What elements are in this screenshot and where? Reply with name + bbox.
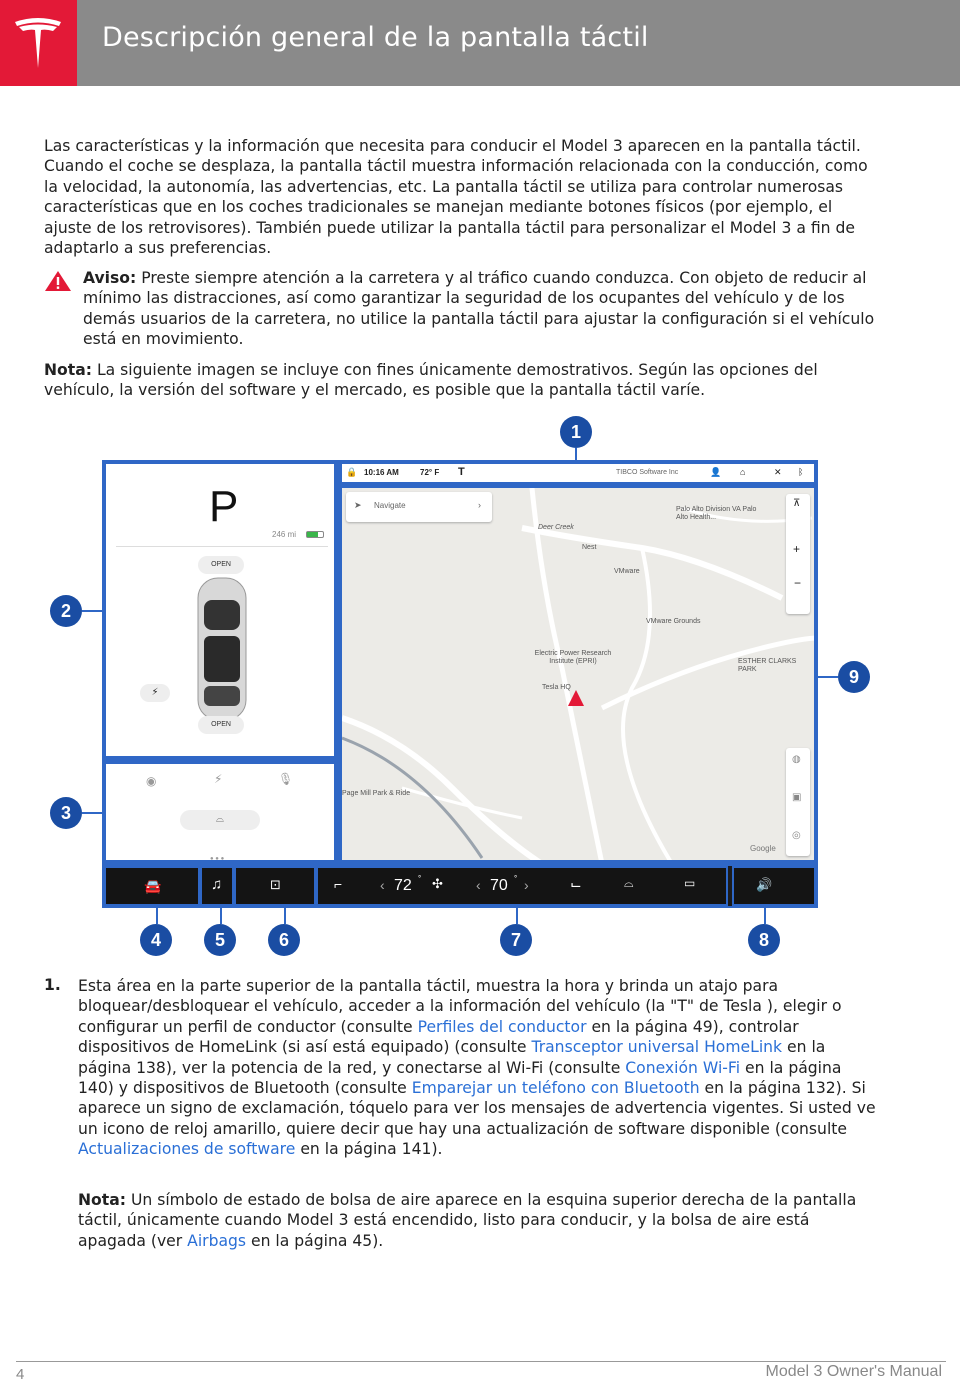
wiper-icon: ⌓ [216, 814, 224, 825]
lock-icon[interactable]: 🔒 [346, 467, 358, 477]
car-status-panel [104, 462, 336, 758]
volume-button[interactable] [732, 866, 816, 906]
range-readout: 246 mi [272, 530, 297, 539]
link-bluetooth[interactable]: Emparejar un teléfono con Bluetooth [411, 1079, 700, 1098]
map-label: Nest [582, 544, 597, 551]
touchscreen-figure [44, 412, 916, 960]
list-text: en la página 141). [295, 1140, 443, 1159]
footer-divider [16, 1361, 946, 1362]
list-text: Esta área en la parte superior de la pantalla táctil, muestra la hora y brinda un atajo para bloquear/desbloquear el vehículo, acceder a la información del vehículo (la "T" de Tesla ), elegir o configurar un perfil de conductor (consulte [78, 977, 842, 1036]
bluetooth-icon[interactable]: ᛒ [798, 467, 804, 477]
callout-line [818, 676, 838, 678]
callout-1: 1 [560, 416, 592, 448]
note-label: Nota: [44, 361, 92, 379]
camera-icon[interactable]: ◉ [146, 774, 157, 788]
warning-body: Preste siempre atención a la carretera y al tráfico cuando conduzca. Con objeto de reducir al mínimo las distracciones, así como garantizar la seguridad de los ocupantes del vehículo y de los demás usuarios de la carretera, no utilice la pantalla táctil para ajustar la configuración si el vehículo está en movimiento. [83, 269, 875, 349]
list-text: en la página 132). Si aparece un signo de exclamación, tóquelo para ver los mensajes de advertencia vigentes. Si usted ve un icono de reloj amarillo, quiere decir que hay una actualización de software disponible (consulte [78, 1079, 876, 1138]
link-driver-profiles[interactable]: Perfiles del conductor [417, 1017, 587, 1036]
callout-line [82, 812, 102, 814]
list-item-1 [78, 976, 878, 1160]
status-location: TIBCO Software Inc [616, 469, 679, 476]
link-software-updates[interactable]: Actualizaciones de software [78, 1140, 296, 1159]
wiper-button[interactable] [180, 810, 260, 830]
tesla-logo [0, 0, 77, 86]
callout-5: 5 [204, 924, 236, 956]
callout-2: 2 [50, 595, 82, 627]
map-layer-controls [786, 748, 810, 856]
callout-line [82, 610, 102, 612]
seat-heater-left-icon[interactable]: ⌐ [334, 876, 343, 892]
fan-icon[interactable]: ✣ [432, 876, 443, 891]
open-frunk-button[interactable]: OPEN [198, 556, 244, 574]
outside-temp: 72° F [420, 468, 440, 477]
degree-symbol: ° [514, 874, 518, 883]
page-dots: ● ● ● [210, 856, 225, 862]
climate-controls [316, 866, 728, 906]
quick-controls-panel [104, 762, 336, 862]
map-label: Palo Alto Division VA Palo Alto Health... [676, 506, 757, 521]
supercharger-icon[interactable]: ◎ [792, 830, 801, 841]
passenger-temp: 70 [490, 877, 508, 894]
page-header [0, 0, 960, 86]
car-icon: 🚘 [144, 878, 162, 894]
navigate-search[interactable] [346, 492, 492, 522]
divider [116, 546, 328, 547]
car-top-view-icon [192, 576, 252, 722]
zoom-in-icon[interactable]: + [793, 542, 801, 556]
callout-9: 9 [838, 661, 870, 693]
navigate-arrow-icon: ➤ [354, 500, 362, 510]
map-roads [342, 488, 816, 862]
lightning-icon: ⚡ [151, 687, 159, 698]
open-trunk-button[interactable]: OPEN [198, 716, 244, 734]
list-text: en la página 138), ver la potencia de la red, y conectarse al Wi-Fi (consulte [78, 1038, 826, 1077]
callout-8: 8 [748, 924, 780, 956]
zoom-out-icon[interactable]: − [794, 576, 802, 590]
compass-icon[interactable]: ⊼ [793, 498, 801, 509]
car-controls-button[interactable] [104, 866, 200, 906]
music-icon: ♫ [211, 876, 223, 893]
warning-icon [44, 270, 72, 292]
callout-line [764, 908, 766, 924]
driver-temp: 72 [394, 877, 412, 894]
microphone-icon[interactable]: 🎙 [278, 772, 294, 786]
degree-symbol: ° [418, 874, 422, 883]
link-airbags[interactable]: Airbags [187, 1231, 247, 1250]
map-label: Deer Creek [538, 524, 574, 531]
page-title: Descripción general de la pantalla táctil [102, 22, 649, 53]
map-view[interactable] [340, 486, 816, 862]
tesla-t-icon[interactable]: T [458, 466, 465, 478]
callout-line [575, 448, 577, 460]
status-bar [340, 462, 816, 484]
signal-icon[interactable]: ✕ [774, 467, 782, 477]
note-label: Nota: [78, 1191, 126, 1209]
homelink-icon[interactable]: ⌂ [740, 467, 746, 477]
chevron-left-icon[interactable]: ‹ [380, 877, 385, 893]
note-body: Un símbolo de estado de bolsa de aire aparece en la esquina superior derecha de la pantalla táctil, únicamente cuando Model 3 está encendido, listo para conducir, y la bolsa de aire está apagada (ver [78, 1191, 857, 1250]
callout-line [156, 908, 158, 924]
lightning-icon[interactable]: ⚡ [214, 772, 223, 786]
battery-icon [306, 531, 324, 538]
globe-icon[interactable]: ◍ [792, 754, 801, 765]
note-paragraph [78, 1190, 878, 1251]
chevron-right-icon: › [478, 500, 481, 510]
callout-7: 7 [500, 924, 532, 956]
link-wifi[interactable]: Conexión Wi-Fi [625, 1058, 741, 1077]
map-label: Google [750, 844, 776, 853]
map-label: ESTHER CLARKS PARK [738, 658, 797, 673]
footer-title: Model 3 Owner's Manual [765, 1363, 942, 1380]
warning-text [83, 268, 883, 350]
touchscreen [102, 460, 818, 908]
list-text: en la página 140) y dispositivos de Bluetooth (consulte [78, 1058, 842, 1098]
profile-icon[interactable]: 👤 [710, 467, 722, 477]
callout-line [516, 908, 518, 924]
clock: 10:16 AM [364, 468, 399, 477]
list-number: 1. [44, 976, 61, 994]
map-label: VMware Grounds [646, 618, 701, 625]
tesla-logo-icon [13, 16, 63, 70]
map-zoom-controls [786, 494, 810, 614]
intro-paragraph: Las características y la información que necesita para conducir el Model 3 aparecen en la pantalla táctil. Cuando el coche se desplaza, la pantalla táctil muestra información relacionada con la conducción, como la velocidad, la autonomía, las advertencias, etc. La pantalla táctil se utiliza para controlar numerosas características que en los coches tradicionales se manejan mediante botones físicos (por ejemplo, el ajuste de los retrovisores). También puede utilizar la pantalla táctil para personalizar el Model 3 a fin de adaptarlo a sus preferencias. [44, 137, 868, 258]
front-defrost-icon[interactable]: ⌓ [624, 876, 634, 890]
note-paragraph [44, 360, 874, 401]
map-label: Electric Power Research Institute (EPRI) [534, 650, 612, 665]
seat-heater-right-icon[interactable]: ⌙ [570, 876, 582, 892]
chevron-right-icon[interactable]: › [524, 877, 529, 893]
bottom-dock [104, 866, 816, 906]
app-icon: ⊡ [270, 877, 281, 892]
callout-line [284, 908, 286, 924]
rear-defrost-icon[interactable]: ▭ [684, 876, 696, 890]
list-text: en la página 49), controlar dispositivos de HomeLink (si así está equipado) (consulte [78, 1017, 799, 1057]
note-body: en la página 45). [246, 1231, 384, 1250]
warning-label: Aviso: [83, 269, 137, 287]
charger-icon[interactable]: ▣ [792, 792, 802, 803]
map-label: VMware [614, 568, 640, 575]
callout-4: 4 [140, 924, 172, 956]
charge-port-button[interactable] [140, 684, 170, 702]
navigate-label: Navigate [374, 501, 406, 510]
gear-indicator: P [209, 482, 239, 531]
callout-3: 3 [50, 797, 82, 829]
callout-6: 6 [268, 924, 300, 956]
link-homelink[interactable]: Transceptor universal HomeLink [531, 1038, 783, 1057]
speaker-icon: 🔊 [756, 877, 773, 892]
map-label: Page Mill Park & Ride [342, 790, 411, 797]
chevron-left-icon[interactable]: ‹ [476, 877, 481, 893]
callout-line [220, 908, 222, 924]
media-button[interactable] [200, 866, 234, 906]
note-body: La siguiente imagen se incluye con fines únicamente demostrativos. Según las opciones del vehículo, la versión del software y el mercado, es posible que la pantalla táctil varíe. [44, 361, 818, 400]
page-number: 4 [16, 1366, 25, 1383]
car-position-icon [568, 690, 584, 706]
map-label: Tesla HQ [542, 684, 571, 691]
apps-button[interactable] [234, 866, 316, 906]
